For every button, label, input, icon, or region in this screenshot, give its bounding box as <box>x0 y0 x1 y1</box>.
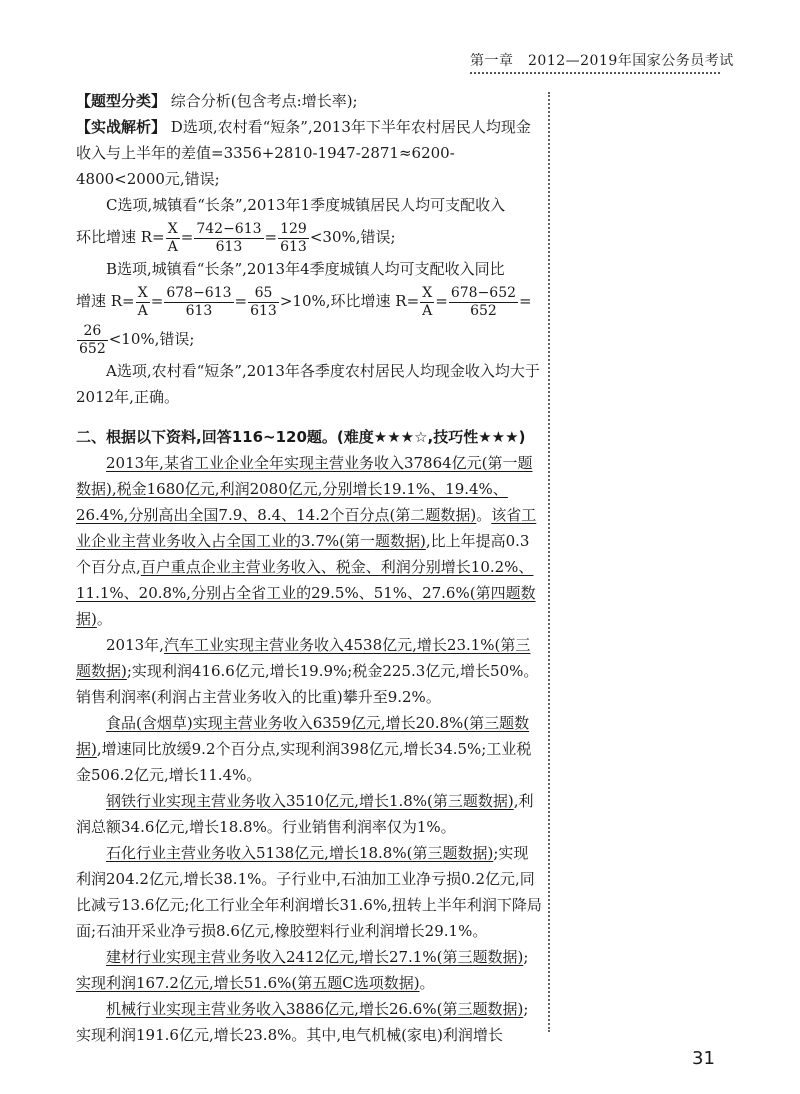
underlined-text: 建材行业实现主营业务收入2412亿元,增长27.1%(第三题数据) <box>106 948 524 966</box>
denominator: 652 <box>470 302 497 319</box>
numerator: 678−613 <box>166 284 232 301</box>
plain-text: 。 <box>476 506 492 524</box>
header-rule <box>470 72 720 74</box>
running-header: 第一章 2012—2019年国家公务员考试 <box>470 53 734 69</box>
fraction <box>449 285 518 320</box>
denominator: A <box>422 302 433 319</box>
denominator: A <box>167 238 178 255</box>
equals: = <box>519 292 532 310</box>
fraction <box>77 323 108 358</box>
material-paragraph-5 <box>76 840 542 944</box>
question-type-line <box>76 88 542 114</box>
underlined-text: 食品(含烟草)实现主营业务收入6359亿元,增长20.8%(第三题数据) <box>76 714 530 758</box>
underlined-text: 汽车工业实现主营业务收入4538亿元,增长23.1%(第三题数据) <box>76 636 531 680</box>
denominator: 613 <box>280 238 307 255</box>
denominator: A <box>137 302 148 319</box>
plain-text: 。 <box>96 610 112 628</box>
page-content <box>76 88 542 1048</box>
denominator: 613 <box>185 302 213 319</box>
underlined-text: 2013年,某省工业企业全年实现主营业务收入37864亿元(第一题数据),税金1680亿元,利润2080亿元,分别增长19.1%、19.4%、26.4%,分别高出全国7.9、8.4、14.2个百分点(第二题数据) <box>76 454 533 524</box>
fraction <box>164 285 233 320</box>
numerator: X <box>136 285 150 303</box>
option-c-line1: C选项,城镇看“长条”,2013年1季度城镇居民人均可支配收入 <box>106 196 506 214</box>
option-c-formula <box>76 218 542 256</box>
numerator: 742−613 <box>196 220 262 237</box>
numerator: X <box>166 221 180 239</box>
c-prefix: 环比增速 R= <box>76 228 165 246</box>
page-number: 31 <box>692 1048 715 1069</box>
equals: = <box>264 228 278 246</box>
underlined-text: 实现利润167.2亿元,增长51.6%(第五题C选项数据) <box>76 974 420 992</box>
plain-text: ; <box>523 948 529 966</box>
option-b-formula-cont <box>76 320 542 358</box>
equals: = <box>150 292 164 310</box>
option-d-text: D选项,农村看“短条”,2013年下半年农村居民人均现金收入与上半年的差值=3356+2810-1947-2871≈6200-4800<2000元,错误; <box>76 118 531 188</box>
plain-text: ;实现利润191.6亿元,增长23.8%。其中,电气机械(家电)利润增长 <box>76 1000 529 1044</box>
margin-dotted-line <box>548 92 550 1032</box>
material-paragraph-3 <box>76 710 542 788</box>
material-paragraph-4 <box>76 788 542 840</box>
denominator: 613 <box>250 302 277 319</box>
material-paragraph-2 <box>76 632 542 710</box>
plain-text: ;实现利润204.2亿元,增长38.1%。子行业中,石油加工业净亏损0.2亿元,同比减亏13.6亿元;化工行业全年利润增长31.6%,扭转上半年利润下降局面;石油开采业净亏损8.6亿元,橡胶塑料行业利润增长29.1%。 <box>76 844 542 940</box>
type-text: 综合分析(包含考点:增长率); <box>170 92 358 110</box>
plain-text: 。 <box>419 974 435 992</box>
type-label: 【题型分类】 <box>76 92 167 110</box>
plain-text: ,比上年提高0.3个百分点, <box>76 532 530 576</box>
plain-text: ;实现利润416.6亿元,增长19.9%;税金225.3亿元,增长50%。销售利润率(利润占主营业务收入的比重)攀升至9.2%。 <box>76 662 539 706</box>
c-suffix: <30%,错误; <box>309 228 396 246</box>
section-heading: 二、根据以下资料,回答116~120题。(难度★★★☆,技巧性★★★) <box>76 428 526 446</box>
material-paragraph-6 <box>76 944 542 996</box>
fraction <box>166 221 180 256</box>
underlined-text: 石化行业主营业务收入5138亿元,增长18.8%(第三题数据) <box>106 844 494 862</box>
option-b-line1: B选项,城镇看“长条”,2013年4季度城镇人均可支配收入同比 <box>106 260 505 278</box>
equals: = <box>234 292 248 310</box>
underlined-text: 百户重点企业主营业务收入、税金、利润分别增长10.2%、11.1%、20.8%,分别占全省工业的29.5%、51%、27.6%(第四题数据) <box>76 558 536 628</box>
fraction <box>420 285 434 320</box>
b-suffix: <10%,错误; <box>108 330 195 348</box>
numerator: 26 <box>77 323 108 341</box>
b-prefix: 增速 R= <box>76 292 135 310</box>
denominator: 652 <box>79 340 106 357</box>
fraction <box>278 221 309 256</box>
option-b-formula <box>76 282 542 320</box>
equals: = <box>435 292 448 310</box>
equals: = <box>180 228 194 246</box>
material-paragraph-7 <box>76 996 542 1048</box>
b-mid: >10%,环比增速 R= <box>279 292 420 310</box>
fraction <box>136 285 150 320</box>
numerator: 65 <box>248 285 279 303</box>
underlined-text: 该省工业企业主营业务收入占全国工业的3.7%(第一题数据) <box>76 506 537 550</box>
material-paragraph-1 <box>76 450 542 632</box>
denominator: 613 <box>215 238 243 255</box>
option-a-analysis: A选项,农村看“短条”,2013年各季度农村居民人均现金收入均大于2012年,正确。 <box>76 362 540 406</box>
underlined-text: 机械行业实现主营业务收入3886亿元,增长26.6%(第三题数据) <box>106 1000 524 1018</box>
numerator: 129 <box>280 220 307 237</box>
plain-text: ,增速同比放缓9.2个百分点,实现利润398亿元,增长34.5%;工业税金506.2亿元,增长11.4%。 <box>76 740 532 784</box>
plain-text: 2013年, <box>106 636 164 654</box>
numerator: 678−652 <box>450 284 517 301</box>
fraction <box>194 221 263 256</box>
underlined-text: 钢铁行业实现主营业务收入3510亿元,增长1.8%(第三题数据) <box>106 792 514 810</box>
option-d-analysis <box>76 114 542 192</box>
solution-label: 【实战解析】 <box>76 118 167 136</box>
plain-text: ,利润总额34.6亿元,增长18.8%。行业销售利润率仅为1%。 <box>76 792 534 836</box>
fraction <box>248 285 279 320</box>
numerator: X <box>420 285 434 303</box>
